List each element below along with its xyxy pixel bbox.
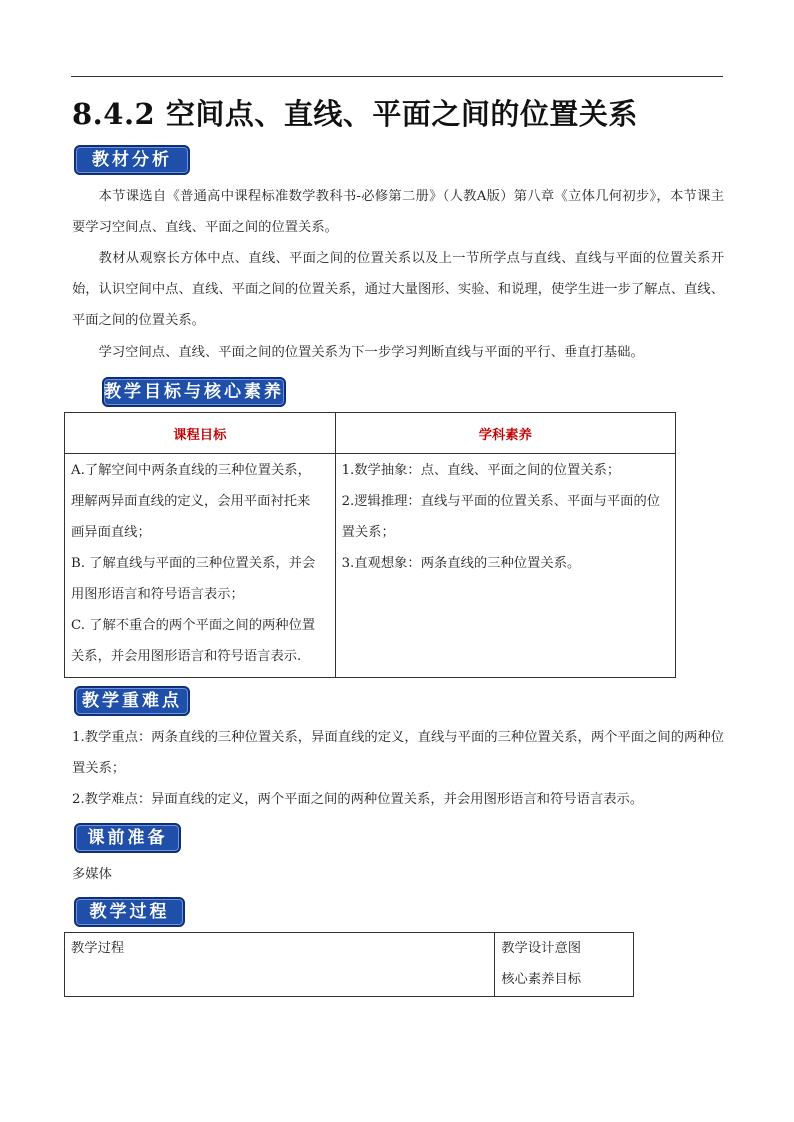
design-intent-label: 教学设计意图: [501, 941, 582, 956]
page-title: 8.4.2 空间点、直线、平面之间的位置关系: [72, 97, 638, 131]
course-goal-line: B. 了解直线与平面的三种位置关系，并会: [71, 556, 316, 571]
section-heading-prep: 课前准备: [74, 823, 181, 853]
process-table: [64, 932, 634, 997]
key-point-focus: 1.教学重点：两条直线的三种位置关系，异面直线的定义，直线与平面的三种位置关系，两个平面之间的两种位置关系；: [72, 730, 724, 776]
header-rule: [71, 76, 723, 77]
course-goal-line: A.了解空间中两条直线的三种位置关系，: [71, 463, 311, 478]
prep-text: 多媒体: [72, 867, 112, 882]
goals-table: [64, 412, 676, 678]
design-intent-cell: [495, 933, 634, 997]
section-heading-process: 教学过程: [74, 897, 185, 927]
literacy-line: 1.数学抽象：点、直线、平面之间的位置关系；: [341, 463, 621, 478]
section-heading-goals: 教学目标与核心素养: [102, 377, 286, 407]
goals-header-literacy: 学科素养: [335, 413, 675, 454]
literacy-cell: [335, 454, 675, 678]
process-label: 教学过程: [71, 941, 125, 956]
course-goal-line: 关系，并会用图形语言和符号语言表示.: [71, 649, 302, 664]
literacy-line: 2.逻辑推理：直线与平面的位置关系、平面与平面的位: [341, 494, 661, 509]
literacy-line: 3.直观想象：两条直线的三种位置关系。: [341, 556, 581, 571]
analysis-paragraph-3: 学习空间点、直线、平面之间的位置关系为下一步学习判断直线与平面的平行、垂直打基础。: [98, 345, 644, 360]
course-goal-line: C. 了解不重合的两个平面之间的两种位置: [71, 618, 316, 633]
key-point-difficulty: 2.教学难点：异面直线的定义，两个平面之间的两种位置关系，并会用图形语言和符号语言表示。: [72, 792, 644, 807]
goals-header-course: 课程目标: [65, 413, 336, 454]
analysis-paragraph-1: 本节课选自《普通高中课程标准数学教科书-必修第二册》（人教A版）第八章《立体几何初步》，本节课主要学习空间点、直线、平面之间的位置关系。: [72, 189, 724, 235]
section-heading-analysis: 教材分析: [74, 145, 190, 175]
analysis-paragraph-2: 教材从观察长方体中点、直线、平面之间的位置关系以及上一节所学点与直线、直线与平面的位置关系开始，认识空间中点、直线、平面之间的位置关系，通过大量图形、实验、和说理，使学生进一步了解点、直线、平面之间的位置关系。: [72, 251, 724, 328]
course-goals-cell: [65, 454, 336, 678]
course-goal-line: 用图形语言和符号语言表示；: [71, 587, 244, 602]
process-cell: [65, 933, 495, 997]
section-heading-key-points: 教学重难点: [74, 686, 190, 716]
literacy-line: 置关系；: [341, 525, 395, 540]
literacy-goal-label: 核心素养目标: [501, 972, 582, 987]
course-goal-line: 理解两异面直线的定义，会用平面衬托来: [71, 494, 311, 509]
course-goal-line: 画异面直线；: [71, 525, 151, 540]
